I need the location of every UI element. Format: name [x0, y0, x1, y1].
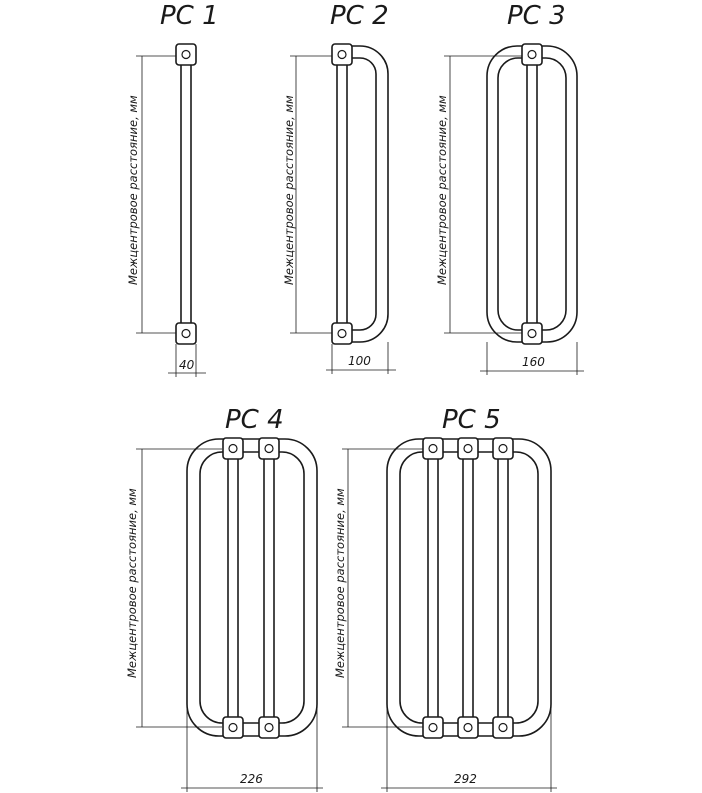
model-rs3-bracket-top: [522, 44, 542, 65]
model-rs2-rails: [337, 46, 388, 342]
model-rs5-rails: [387, 439, 551, 736]
model-rs3-height-dimension: [444, 56, 522, 333]
model-rs3-bracket-bottom: [522, 323, 542, 344]
model-rs1-bracket-top: [176, 44, 196, 65]
model-rs1: [126, 1, 219, 377]
model-rs1-height-dimension: [136, 56, 180, 333]
model-rs2-bracket-bottom: [332, 323, 352, 344]
model-rs3: [435, 1, 584, 375]
model-rs5-bracket-top-left: [423, 438, 443, 459]
model-rs5-height-dimension: [342, 449, 424, 727]
model-rs4-bracket-bottom-left: [223, 717, 243, 738]
model-rs2-bracket-top: [332, 44, 352, 65]
model-rs5-title: РС 5: [442, 405, 501, 435]
model-rs5-bracket-bottom-middle: [458, 717, 478, 738]
model-rs3-side-label: Межцентровое расстояние, мм: [435, 95, 449, 285]
model-rs3-title: РС 3: [507, 1, 566, 31]
model-rs1-bracket-bottom: [176, 323, 196, 344]
model-rs2-title: РС 2: [330, 1, 389, 31]
model-rs2-height-dimension: [290, 56, 334, 333]
model-rs4-side-label: Межцентровое расстояние, мм: [125, 488, 139, 678]
model-rs1-rails: [181, 62, 191, 328]
model-rs5-bracket-bottom-left: [423, 717, 443, 738]
model-rs1-title: РС 1: [160, 1, 219, 31]
model-rs2: [282, 1, 396, 374]
model-rs2-width-label: 100: [348, 354, 371, 368]
model-rs4-title: РС 4: [225, 405, 284, 435]
model-rs3-width-label: 160: [522, 355, 545, 369]
model-rs4: [125, 405, 323, 792]
model-rs1-width-label: 40: [179, 358, 195, 372]
model-rs2-side-label: Межцентровое расстояние, мм: [282, 95, 296, 285]
model-rs4-bracket-bottom-right: [259, 717, 279, 738]
model-rs4-width-label: 226: [240, 772, 263, 786]
model-rs3-rails: [487, 46, 577, 342]
model-rs5-bracket-top-middle: [458, 438, 478, 459]
model-rs4-rails: [187, 439, 317, 736]
model-rs4-bracket-top-left: [223, 438, 243, 459]
model-rs5-bracket-bottom-right: [493, 717, 513, 738]
model-rs5-bracket-top-right: [493, 438, 513, 459]
model-rs4-bracket-top-right: [259, 438, 279, 459]
model-rs5: [333, 405, 557, 792]
model-rs1-side-label: Межцентровое расстояние, мм: [126, 95, 140, 285]
model-rs5-side-label: Межцентровое расстояние, мм: [333, 488, 347, 678]
model-rs4-height-dimension: [136, 449, 222, 727]
model-rs5-width-label: 292: [454, 772, 477, 786]
